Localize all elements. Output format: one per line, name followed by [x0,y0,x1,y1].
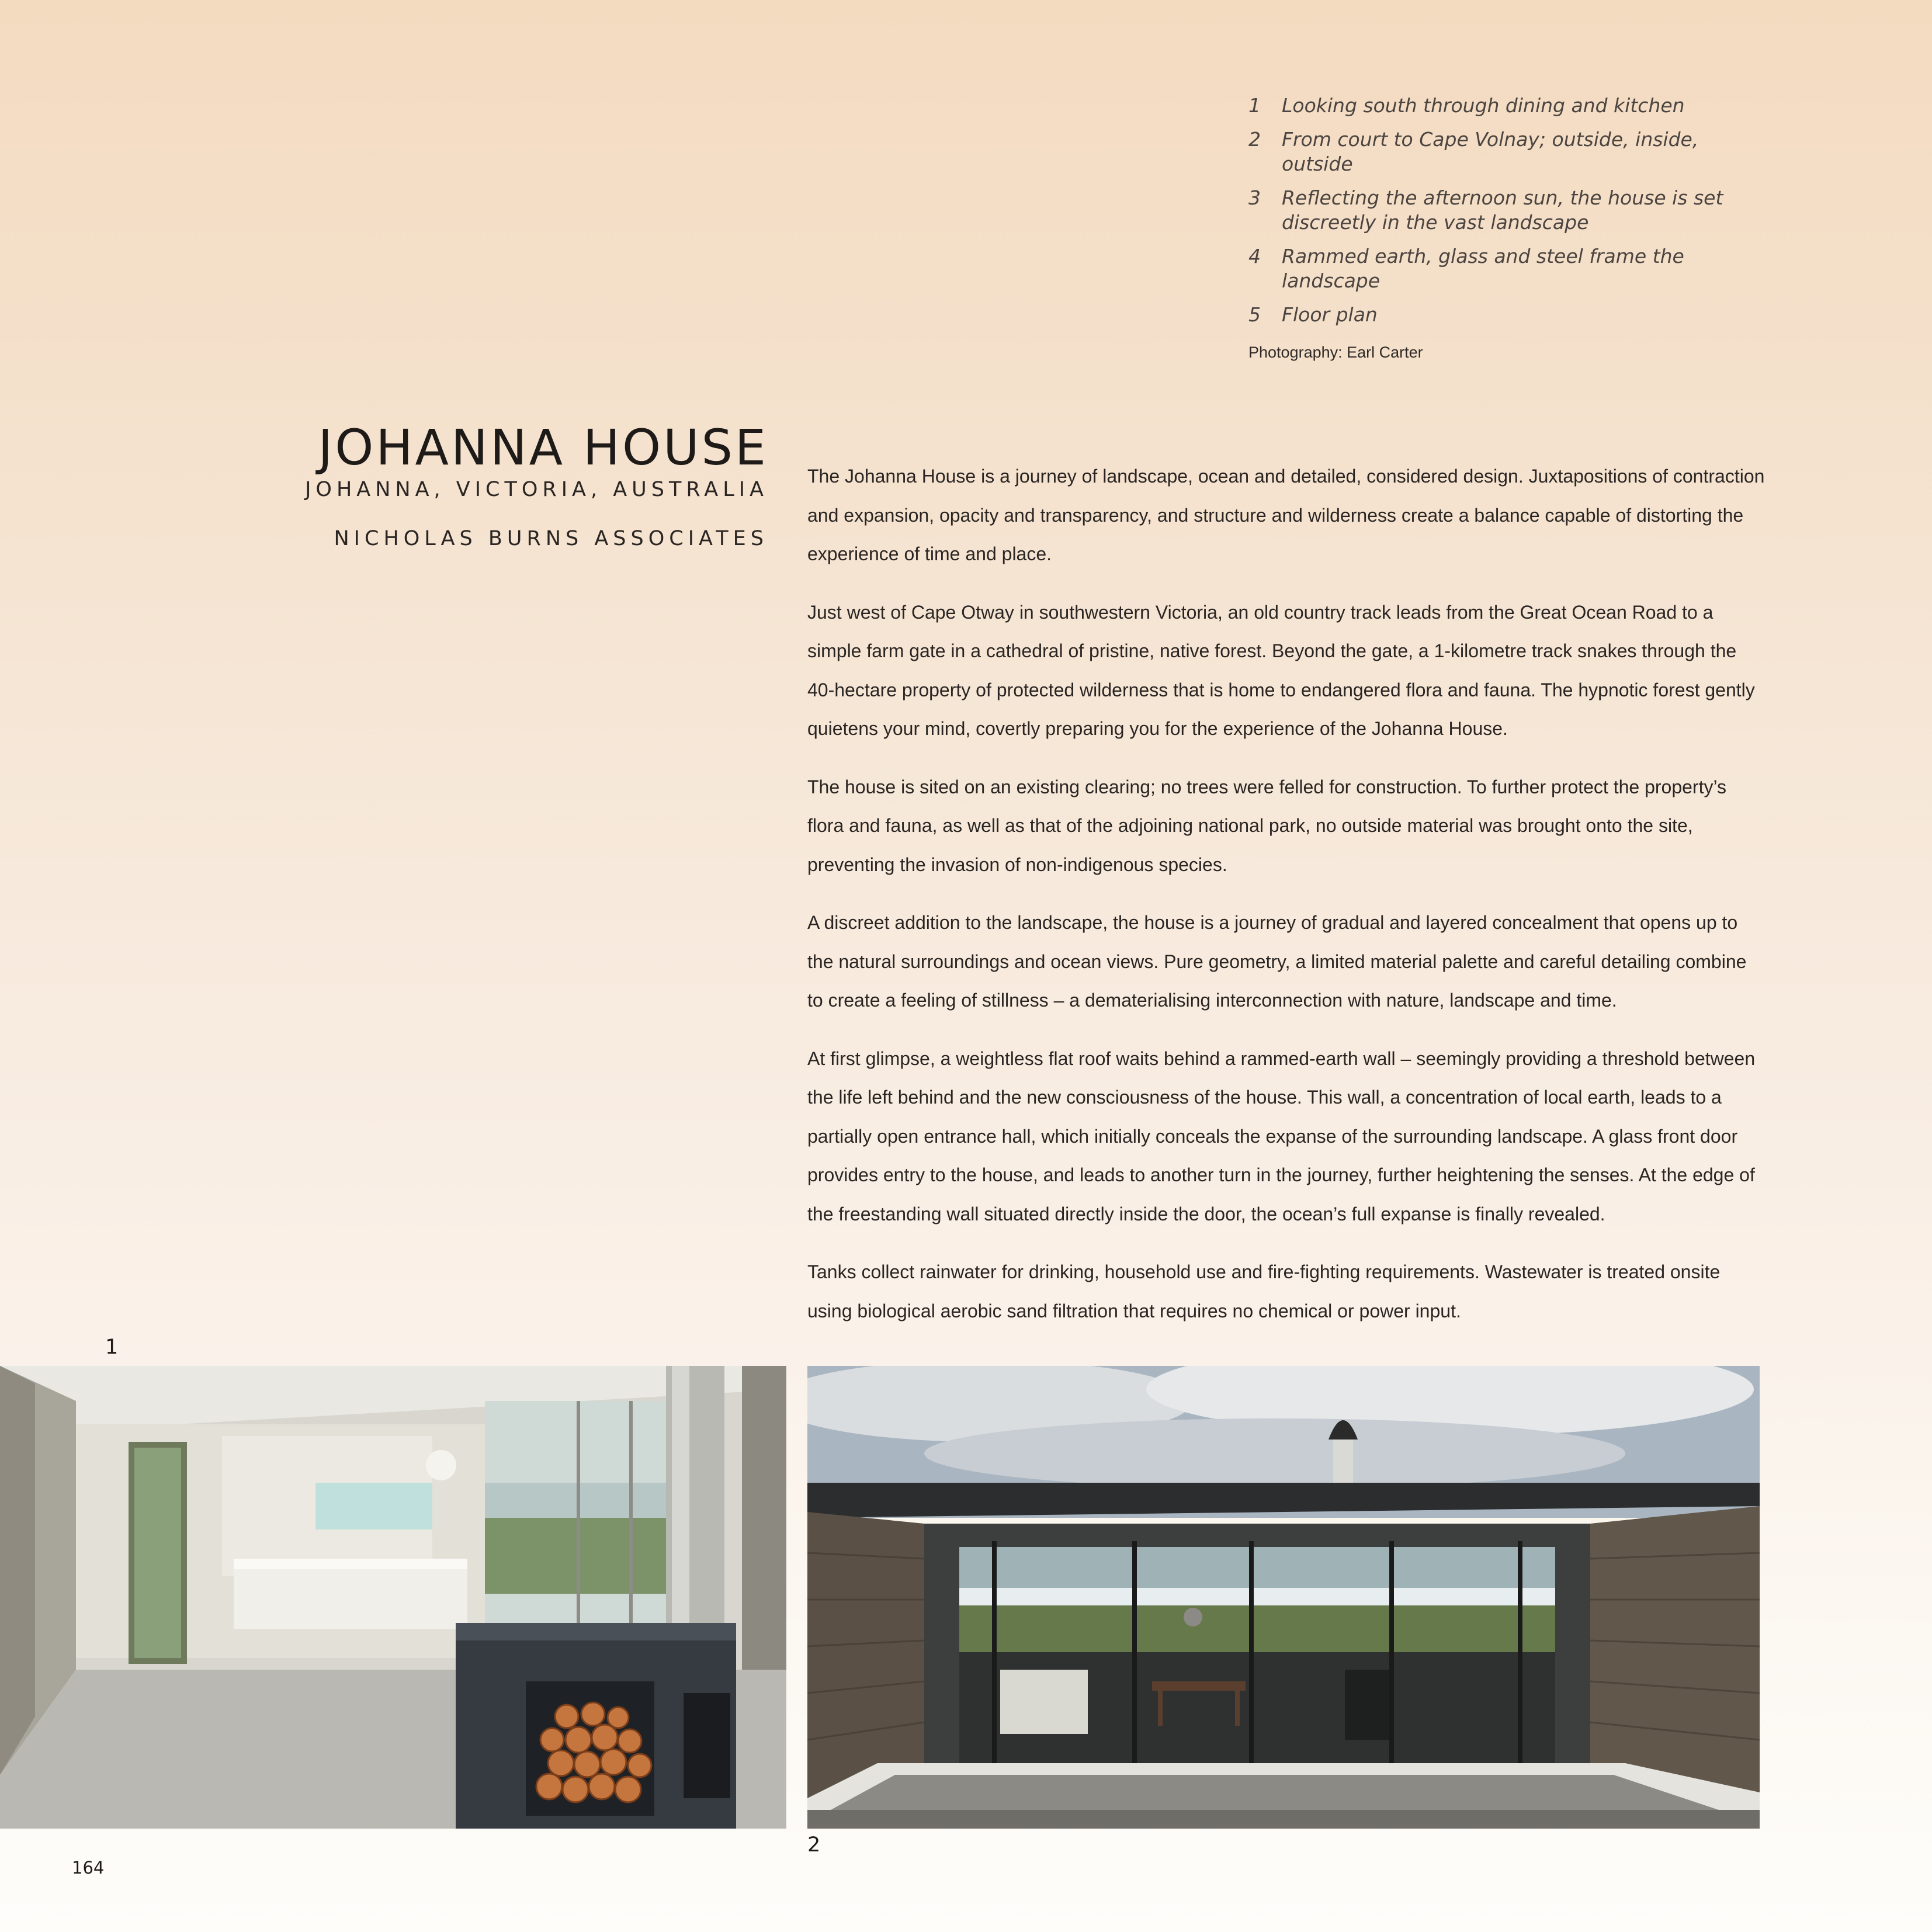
caption-item [1248,303,1774,327]
caption-number: 2 [1248,128,1261,151]
photo-courtyard [807,1366,1760,1829]
body-paragraph: Tanks collect rainwater for drinking, household use and fire-fighting requirements. Wastewater is treated onsite using biological aerobic sand filtration that requires no chemical or power input. [807,1261,1721,1321]
architect-name: NICHOLAS BURNS ASSOCIATES [334,527,768,550]
body-paragraph: A discreet addition to the landscape, the house is a journey of gradual and layered concealment that opens up to the natural surroundings and ocean views. Pure geometry, a limited material palette and careful detailing combine to create a feeling of stillness – a dematerialising interconnection with nature, landscape and time. [807,912,1747,1011]
photo-interior [0,1366,786,1829]
caption-item [1248,93,1774,118]
body-paragraph: The house is sited on an existing clearing; no trees were felled for construction. To further protect the property’s flora and fauna, as well as that of the adjoining national park, no outside material was brought onto the site, preventing the invasion of non-indigenous species. [807,776,1726,875]
figure-2-label: 2 [807,1833,821,1857]
body-paragraph: The Johanna House is a journey of landscape, ocean and detailed, considered design. Juxtapositions of contraction and expansion, opacity and transparency, and structure and wilderness create a balance capable of distorting the experience of time and place. [807,466,1765,564]
caption-item [1248,186,1774,235]
caption-text: Rammed earth, glass and steel frame the landscape [1282,245,1684,292]
caption-item [1248,244,1774,293]
caption-text: From court to Cape Volnay; outside, inside, outside [1282,128,1699,175]
caption-number: 5 [1248,303,1261,326]
title-block [305,419,768,550]
caption-item [1248,127,1774,176]
caption-text: Looking south through dining and kitchen [1282,94,1685,117]
photo-credit: Photography: Earl Carter [1248,344,1423,361]
caption-number: 3 [1248,186,1261,209]
caption-text: Reflecting the afternoon sun, the house is set discreetly in the vast landscape [1282,186,1723,234]
caption-number: 4 [1248,245,1261,268]
interior-illustration [0,1366,786,1829]
caption-number: 1 [1248,94,1261,117]
figure-1-label: 1 [105,1336,119,1359]
body-paragraph: At first glimpse, a weightless flat roof waits behind a rammed-earth wall – seemingly providing a threshold between the life left behind and the new consciousness of the house. This wall, a concentration of local earth, leads to a partially open entrance hall, which initially conceals the expanse of the surrounding landscape. A glass front door provides entry to the house, and leads to another turn in the journey, further heightening the senses. At the edge of the freestanding wall situated directly inside the door, the ocean’s full expanse is finally revealed. [807,1047,1756,1225]
article-body [807,457,1765,1350]
body-paragraph: Just west of Cape Otway in southwestern Victoria, an old country track leads from the Great Ocean Road to a simple farm gate in a cathedral of pristine, native forest. Beyond the gate, a 1-kilometre track snakes through the 40-hectare property of protected wilderness that is home to endangered flora and fauna. The hypnotic forest gently quietens your mind, covertly preparing you for the experience of the Johanna House. [807,601,1755,739]
location-subtitle: JOHANNA, VICTORIA, AUSTRALIA [305,478,768,501]
page-number: 164 [72,1858,105,1878]
courtyard-illustration [807,1366,1760,1829]
caption-text: Floor plan [1282,303,1378,326]
caption-list [1248,93,1774,362]
page-title: JOHANNA HOUSE [318,419,768,476]
